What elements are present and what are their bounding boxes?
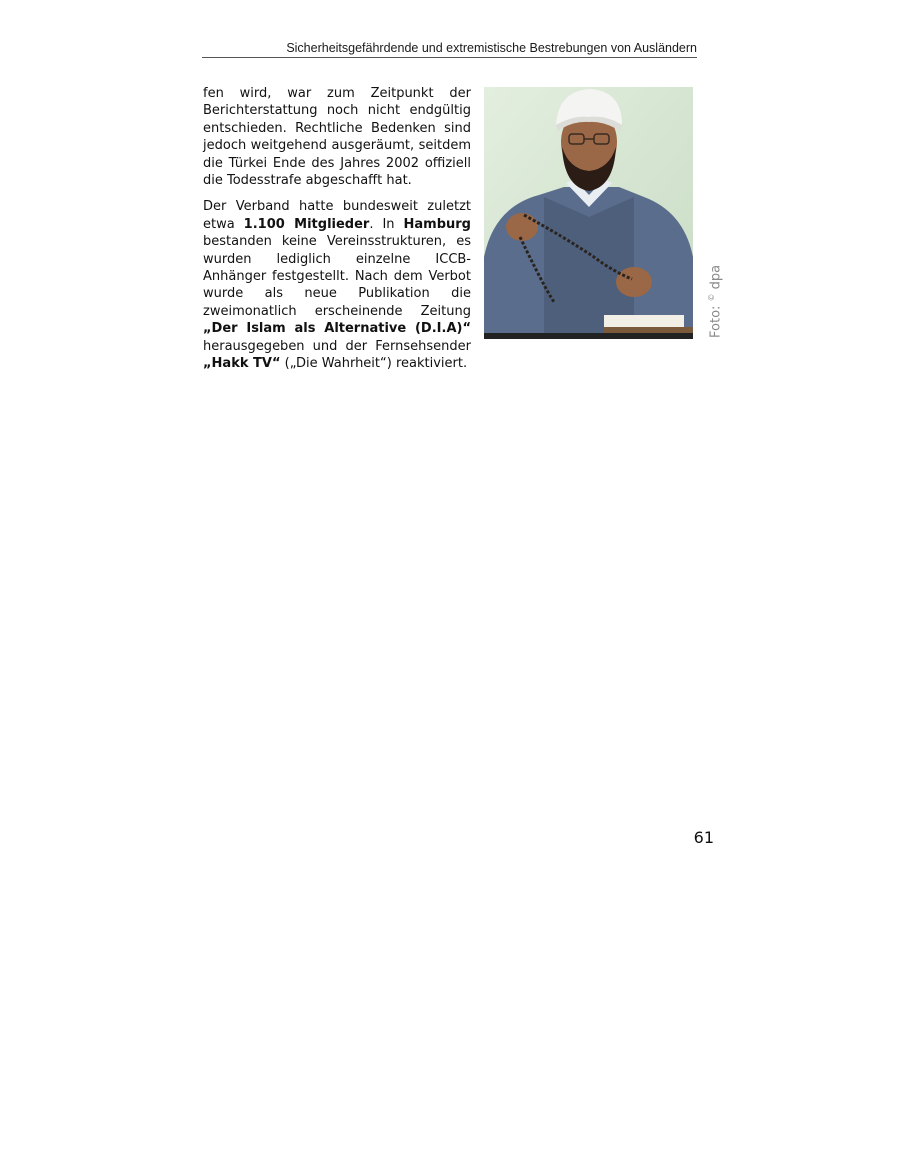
- portrait-photo: [484, 87, 693, 339]
- p2-text-1: Der Verband hatte bundesweit zuletzt etwa: [203, 199, 471, 232]
- credit-name: dpa: [708, 264, 724, 294]
- p2-text-2: . In: [369, 216, 404, 232]
- city-name: Hamburg: [403, 216, 471, 232]
- p2-text-3: bestanden keine Vereinsstrukturen, es wurden lediglich einzelne ICCB-Anhänger festgestellt. Nach dem Verbot wurde als neue Publikation die zweimonatlich erscheinende Zeitung: [203, 234, 471, 319]
- paragraph-2: [203, 198, 471, 372]
- header-rule: [202, 57, 697, 58]
- portrait-illustration: [484, 87, 693, 339]
- running-header: Sicherheitsgefährdende und extremistische Bestrebungen von Ausländern: [286, 41, 697, 55]
- credit-prefix: Foto:: [708, 301, 724, 338]
- page-number: 61: [693, 828, 714, 847]
- paragraph-1: fen wird, war zum Zeitpunkt der Berichterstattung noch nicht endgültig entschieden. Rechtliche Bedenken sind jedoch weitgehend ausgeräumt, seitdem die Türkei Ende des Jahres 2002 offiziell die Todesstrafe abgeschafft hat.: [203, 86, 471, 189]
- tv-station-name: „Hakk TV“: [203, 356, 281, 372]
- newspaper-name: „Der Islam als Alternative (D.I.A)“: [203, 321, 471, 337]
- p2-text-4: herausgegeben und der Fernsehsender: [203, 338, 471, 354]
- member-count: 1.100 Mitglieder: [243, 216, 370, 232]
- photo-credit: [707, 265, 723, 338]
- article-body: [203, 85, 471, 382]
- p2-text-5: („Die Wahrheit“) reaktiviert.: [280, 356, 468, 372]
- copyright-symbol: ©: [707, 293, 716, 302]
